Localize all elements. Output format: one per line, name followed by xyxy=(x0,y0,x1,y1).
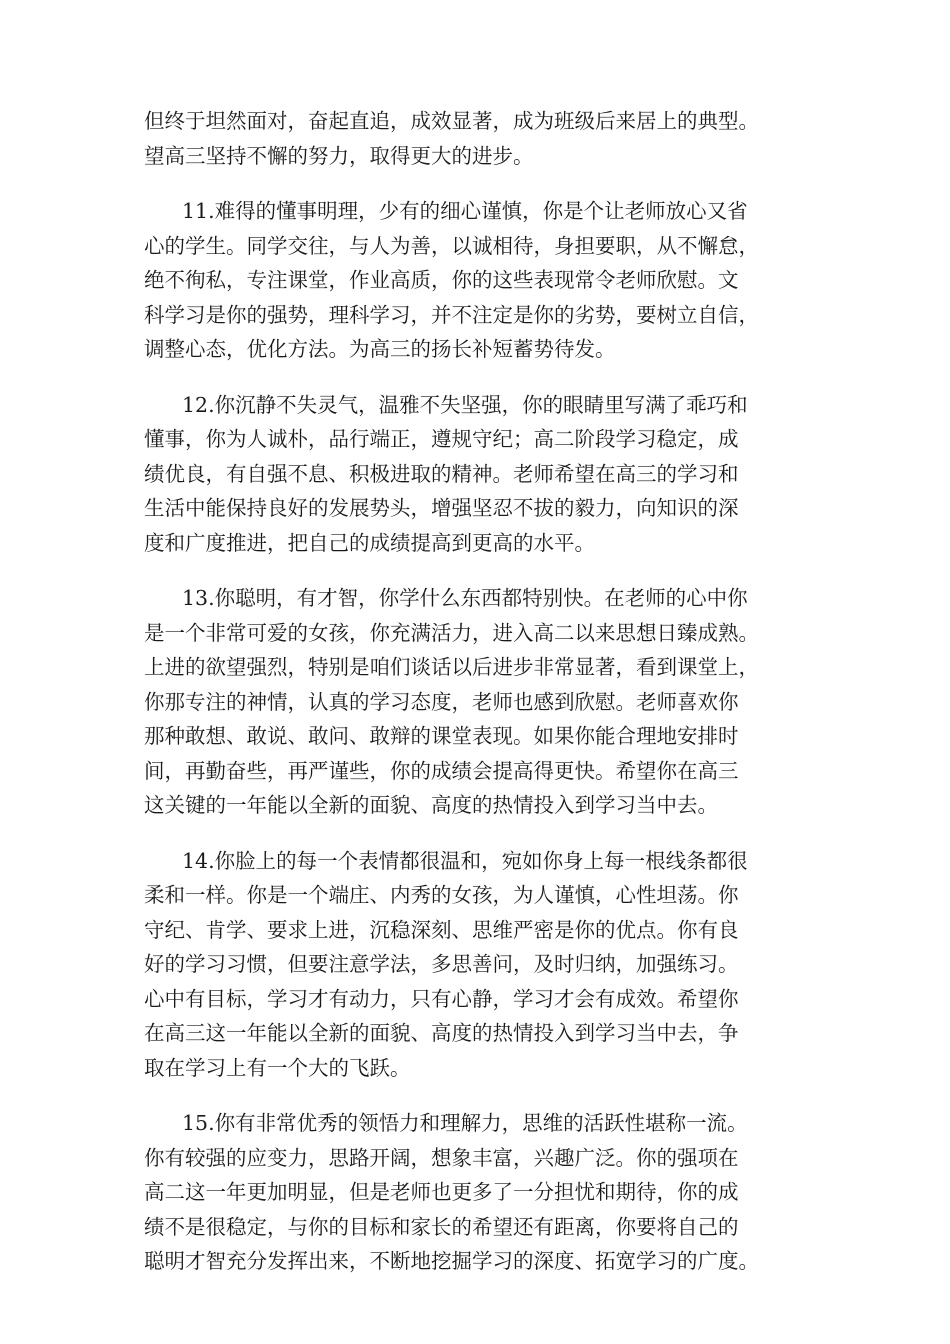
paragraph-15 xyxy=(144,1106,824,1279)
text-line: 望高三坚持不懈的努力，取得更大的进步。 xyxy=(144,143,534,168)
text-line: 11.难得的懂事明理，少有的细心谨慎，你是个让老师放心又省 xyxy=(182,199,748,223)
paragraph-10-continued xyxy=(144,104,824,173)
paragraph-11 xyxy=(144,194,824,367)
text-line: 你有较强的应变力，思路开阔，想象丰富，兴趣广泛。你的强项在 xyxy=(144,1145,739,1170)
paragraph-13 xyxy=(144,581,824,823)
text-line: 生活中能保持良好的发展势头，增强坚忍不拔的毅力，向知识的深 xyxy=(144,496,739,520)
text-line: 间，再勤奋些，再严谨些，你的成绩会提高得更快。希望你在高三 xyxy=(144,758,739,783)
text-line: 绩优良，有自强不息、积极进取的精神。老师希望在高三的学习和 xyxy=(144,461,739,486)
text-line: 取在学习上有一个大的飞跃。 xyxy=(144,1055,411,1080)
text-line: 科学习是你的强势，理科学习，并不注定是你的劣势，要树立自信， xyxy=(144,302,759,327)
document-body xyxy=(144,104,824,1300)
text-line: 度和广度推进，把自己的成绩提高到更高的水平。 xyxy=(144,530,595,555)
text-line: 柔和一样。你是一个端庄、内秀的女孩，为人谨慎，心性坦荡。你 xyxy=(144,883,739,907)
paragraph-12 xyxy=(144,388,824,561)
text-line: 你那专注的神情，认真的学习态度，老师也感到欣慰。老师喜欢你 xyxy=(144,689,739,714)
text-line: 14.你脸上的每一个表情都很温和，宛如你身上每一根线条都很 xyxy=(182,848,748,873)
text-line: 懂事，你为人诚朴，品行端正，遵规守纪；高二阶段学习稳定，成 xyxy=(144,427,739,451)
text-line: 这关键的一年能以全新的面貌、高度的热情投入到学习当中去。 xyxy=(144,793,718,817)
text-line: 那种敢想、敢说、敢问、敢辩的课堂表现。如果你能合理地安排时 xyxy=(144,724,739,748)
text-line: 调整心态，优化方法。为高三的扬长补短蓄势待发。 xyxy=(144,337,616,361)
text-line: 在高三这一年能以全新的面貌、高度的热情投入到学习当中去，争 xyxy=(144,1021,739,1045)
text-line: 绝不徇私，专注课堂，作业高质，你的这些表现常令老师欣慰。文 xyxy=(144,268,739,292)
text-line: 聪明才智充分发挥出来，不断地挖掘学习的深度、拓宽学习的广度。 xyxy=(144,1249,759,1273)
text-line: 但终于坦然面对，奋起直追，成效显著，成为班级后来居上的典型。 xyxy=(144,109,759,133)
text-line: 15.你有非常优秀的领悟力和理解力，思维的活跃性堪称一流。 xyxy=(182,1111,748,1135)
text-line: 心的学生。同学交往，与人为善，以诚相待，身担要职，从不懈怠， xyxy=(144,233,759,258)
text-line: 12.你沉静不失灵气，温雅不失坚强，你的眼睛里写满了乖巧和 xyxy=(182,392,748,417)
text-line: 13.你聪明，有才智，你学什么东西都特别快。在老师的心中你 xyxy=(182,586,748,610)
text-line: 守纪、肯学、要求上进，沉稳深刻、思维严密是你的优点。你有良 xyxy=(144,917,739,942)
text-line: 好的学习习惯，但要注意学法，多思善问，及时归纳，加强练习。 xyxy=(144,952,739,976)
text-line: 心中有目标，学习才有动力，只有心静，学习才会有成效。希望你 xyxy=(144,986,739,1011)
text-line: 上进的欲望强烈，特别是咱们谈话以后进步非常显著，看到课堂上， xyxy=(144,655,759,679)
text-line: 是一个非常可爱的女孩，你充满活力，进入高二以来思想日臻成熟。 xyxy=(144,620,759,645)
text-line: 绩不是很稳定，与你的目标和家长的希望还有距离，你要将自己的 xyxy=(144,1214,739,1239)
paragraph-14 xyxy=(144,844,824,1086)
text-line: 高二这一年更加明显，但是老师也更多了一分担忧和期待，你的成 xyxy=(144,1180,739,1204)
